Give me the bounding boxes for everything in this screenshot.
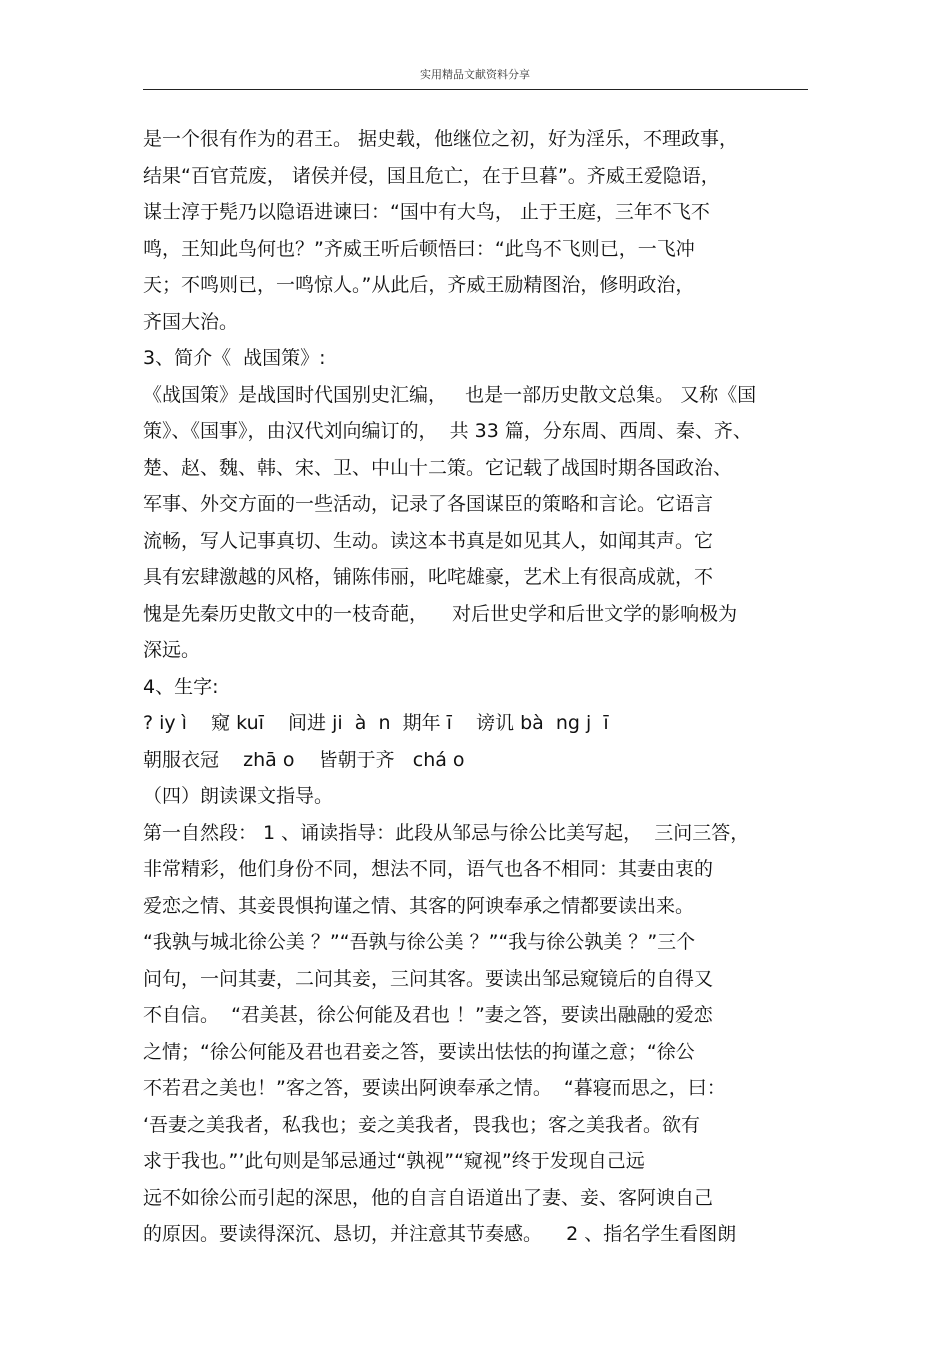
text-line: 结果“百官荒废， 诸侯并侵，国且危亡，在于旦暮”。齐威王爱隐语， bbox=[143, 164, 720, 187]
text-line: 策》、《国事》，由汉代刘向编订的， 共 33 篇，分东周、西周、秦、齐、 bbox=[143, 420, 752, 442]
text-line: 深远。 bbox=[143, 639, 201, 661]
text-line: 求于我也。”’此句则是邹忌通过“孰视”“窥视”终于发现自己远 bbox=[143, 1150, 645, 1172]
text-line: 之情；“徐公何能及君也君妾之答，要读出怯怯的拘谨之意；“徐公 bbox=[143, 1040, 695, 1063]
text-line: 问句，一问其妻，二问其妾，三问其客。要读出邹忌窥镜后的自得又 bbox=[143, 967, 714, 990]
text-line: 《战国策》是战国时代国别史汇编， 也是一部历史散文总集。 又称《国 bbox=[143, 383, 757, 406]
text-line: 鸣，王知此鸟何也？”齐威王听后顿悟曰：“此鸟不飞则已，一飞冲 bbox=[143, 237, 695, 260]
section-heading: 3、简介《 战国策》: bbox=[143, 347, 326, 369]
document-body bbox=[143, 121, 808, 1253]
text-line: 不若君之美也！”客之答，要读出阿谀奉承之情。 “暮寝而思之，曰： bbox=[143, 1077, 726, 1099]
text-line: 第一自然段： 1 、诵读指导：此段从邹忌与徐公比美写起， 三问三答， bbox=[143, 821, 750, 844]
vocab-line: ? iy ì 窥 kuī 间进 ji à n 期年 ī 谤讥 bà ng j ī bbox=[143, 712, 609, 734]
text-line: 远不如徐公而引起的深思，他的自言自语道出了妻、妾、客阿谀自己 bbox=[143, 1186, 714, 1209]
text-line: 齐国大治。 bbox=[143, 310, 239, 333]
text-line: 楚、赵、魏、韩、宋、卫、中山十二策。它记载了战国时期各国政治、 bbox=[143, 456, 733, 479]
text-line: 不自信。 “君美甚，徐公何能及君也 ！”妻之答，要读出融融的爱恋 bbox=[143, 1004, 713, 1026]
text-line: 具有宏肆激越的风格，铺陈伟丽，叱咤雄豪，艺术上有很高成就，不 bbox=[143, 566, 714, 588]
section-heading: 4、生字: bbox=[143, 675, 219, 698]
text-line: 爱恋之情、其妾畏惧拘谨之情、其客的阿谀奉承之情都要读出来。 bbox=[143, 894, 695, 917]
text-line: 非常精彩，他们身份不同，想法不同，语气也各不相同：其妻由衷的 bbox=[143, 858, 714, 880]
text-line: 谋士淳于髡乃以隐语进谏曰：“国中有大鸟， 止于王庭，三年不飞不 bbox=[143, 201, 710, 223]
section-heading: （四）朗读课文指导。 bbox=[143, 785, 334, 807]
header-divider bbox=[143, 89, 808, 90]
text-line: “我孰与城北徐公美 ？”“吾孰与徐公美 ？”“我与徐公孰美 ？”三个 bbox=[143, 931, 696, 953]
text-line: 天；不鸣则已，一鸣惊人。”从此后，齐威王励精图治，修明政治， bbox=[143, 274, 695, 296]
text-line: ‘吾妻之美我者，私我也；妾之美我者，畏我也；客之美我者。欲有 bbox=[143, 1113, 701, 1136]
vocab-line: 朝服衣冠 zhā o 皆朝于齐 chá o bbox=[143, 748, 465, 771]
text-line: 愧是先秦历史散文中的一枝奇葩， 对后世史学和后世文学的影响极为 bbox=[143, 602, 738, 625]
text-line: 是一个很有作为的君王。 据史载，他继位之初，好为淫乐，不理政事， bbox=[143, 128, 739, 150]
text-line: 军事、外交方面的一些活动，记录了各国谋臣的策略和言论。它语言 bbox=[143, 493, 714, 515]
text-line: 流畅，写人记事真切、生动。读这本书真是如见其人，如闻其声。它 bbox=[143, 529, 714, 552]
page-header-title: 实用精品文献资料分享 bbox=[420, 68, 530, 81]
text-line: 的原因。要读得深沉、恳切，并注意其节奏感。 2 、指名学生看图朗 bbox=[143, 1223, 737, 1245]
